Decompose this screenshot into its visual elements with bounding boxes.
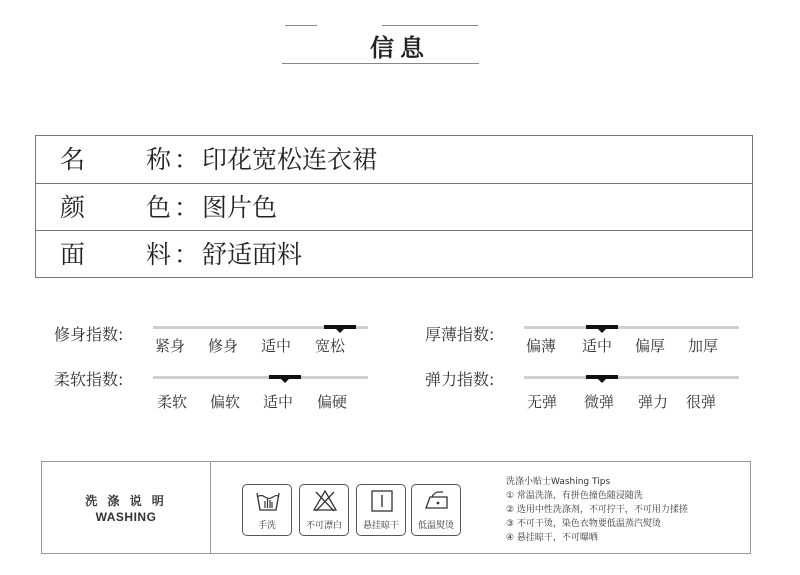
fit-index-label: 修身指数:: [54, 325, 124, 344]
washing-divider: [210, 462, 211, 553]
elasticity-option: 弹力: [638, 393, 669, 411]
care-label: 悬挂晾干: [362, 521, 399, 531]
info-key-char-2: 料: [146, 240, 172, 269]
softness-index-label: 柔软指数:: [54, 370, 124, 389]
fit-option-selected: 宽松: [315, 337, 346, 355]
elasticity-index-label: 弹力指数:: [425, 370, 495, 389]
care-label: 不可漂白: [305, 521, 342, 531]
care-symbol-hang-dry: [356, 484, 406, 536]
info-row-fabric: [36, 230, 752, 277]
thickness-index-track: [524, 326, 739, 329]
header-line-bottom: [282, 63, 479, 64]
thickness-option: 加厚: [688, 337, 719, 355]
softness-index-track: [153, 376, 368, 379]
info-row-name: [36, 136, 752, 183]
header-line-top-left: [285, 25, 317, 26]
softness-option: 偏软: [210, 393, 241, 411]
info-separator: ：: [174, 193, 200, 222]
thickness-option: 偏厚: [635, 337, 666, 355]
elasticity-index-marker: [586, 375, 618, 379]
info-value: 舒适面料: [202, 240, 303, 269]
info-value: 印花宽松连衣裙: [202, 145, 378, 174]
thickness-index-label: 厚薄指数:: [425, 325, 495, 344]
info-separator: ：: [174, 145, 200, 174]
hang-dry-icon: [368, 488, 396, 514]
washing-tip: ③ 不可干烫，染色衣物要低温蒸汽熨烫: [506, 519, 661, 529]
info-row-color: [36, 183, 752, 230]
washing-tip: ① 常温洗涤，有拼色撞色随浸随洗: [506, 491, 643, 501]
fit-option: 紧身: [155, 337, 186, 355]
info-key-char-1: 名: [60, 145, 86, 174]
softness-index-marker: [269, 375, 301, 379]
care-label: 手洗: [257, 521, 276, 531]
elasticity-option: 很弹: [686, 393, 717, 411]
fit-option: 修身: [208, 337, 239, 355]
thickness-index-marker: [586, 325, 618, 329]
care-symbol-no-bleach: [299, 484, 349, 536]
info-key-char-1: 面: [60, 240, 86, 269]
thickness-option-selected: 适中: [582, 337, 613, 355]
fit-option: 适中: [261, 337, 292, 355]
care-symbol-low-iron: [411, 484, 461, 536]
washing-tip: ② 选用中性洗涤剂，不可拧干，不可用力揉搓: [506, 505, 688, 515]
washing-title-en: WASHING: [95, 510, 157, 524]
care-symbol-hand-wash: [242, 484, 292, 536]
info-value: 图片色: [202, 193, 278, 222]
header-line-top-right: [382, 25, 478, 26]
info-separator: ：: [174, 240, 200, 269]
info-key-char-2: 色: [146, 193, 172, 222]
product-info-table: [35, 135, 753, 278]
care-label: 低温熨烫: [417, 521, 454, 531]
washing-tip: ④ 悬挂晾干，不可曝晒: [506, 533, 598, 543]
washing-title-cn: 洗 涤 说 明: [85, 494, 167, 508]
washing-instructions-box: [41, 461, 751, 554]
page-title: 信息: [370, 33, 430, 62]
fit-index-marker: [324, 325, 356, 329]
elasticity-index-track: [524, 376, 739, 379]
softness-option: 柔软: [157, 393, 188, 411]
elasticity-option-selected: 微弹: [584, 393, 615, 411]
elasticity-option: 无弹: [527, 393, 558, 411]
softness-option-selected: 适中: [263, 393, 294, 411]
no-bleach-icon: [311, 488, 339, 514]
thickness-option: 偏薄: [526, 337, 557, 355]
info-key-char-2: 称: [146, 145, 172, 174]
low-iron-icon: [423, 488, 451, 514]
softness-option: 偏硬: [317, 393, 348, 411]
washing-tips-title: 洗涤小贴士Washing Tips: [506, 477, 611, 487]
info-key-char-1: 颜: [60, 193, 86, 222]
hand-wash-icon: [254, 488, 282, 514]
